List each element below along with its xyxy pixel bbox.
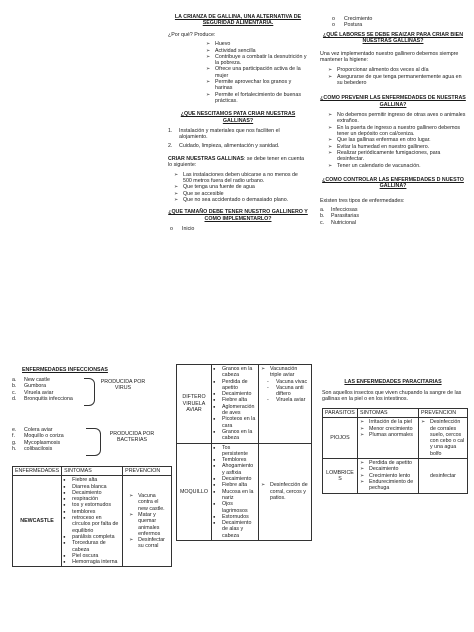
top-item: o Crecimiento bbox=[332, 16, 373, 22]
list-item: ➢ Asegurarse de que tenga permanentemente agua en su bebedero bbox=[328, 74, 466, 87]
list-item: ● Temblores bbox=[213, 457, 257, 463]
brace-bacteria bbox=[86, 428, 101, 456]
list-item: ● Torceduras de cabeza bbox=[63, 540, 121, 553]
list-item: 1. Instalación y materiales que nos faciliten el alojamiento. bbox=[168, 128, 280, 141]
number: 2. bbox=[168, 142, 173, 149]
list-item: ➢ Las instalaciones deben ubicarse a no menos de 500 metros fuera del radio urbano. bbox=[174, 172, 308, 185]
col-header: PREVENCION bbox=[419, 409, 468, 418]
paras-intro: Son aquellos insectos que viven chupando la sangre de las gallinas en la piel o en los intestinos. bbox=[322, 390, 462, 403]
list-item: ➢ Huevo bbox=[206, 41, 308, 47]
list-item: ● Diarrea blanca bbox=[63, 484, 121, 490]
criar-paragraph: CRIAR NUESTRAS GALLINAS: se debe tener en cuenta lo siguiente: bbox=[168, 155, 305, 169]
disease-cell: DIFTERO VIRUELA AVIAR bbox=[177, 365, 212, 444]
prevention-cell: desinfectar bbox=[419, 459, 468, 493]
prevention-cell bbox=[259, 365, 312, 444]
infec-title: ENFERMEDADES INFECCIONSAS bbox=[22, 367, 108, 373]
list-item: ➢ Perdida de apetito bbox=[360, 460, 416, 466]
list-item: g. Mycoplasmosis bbox=[12, 439, 61, 446]
disease-cell: MOQUILLO bbox=[177, 443, 212, 540]
list-item: ➢ En la puerta de ingreso a nuestro gallinero debemos tener un depósito con cal/ceniza. bbox=[328, 125, 466, 138]
list-item: ● parálisis completa bbox=[63, 534, 121, 540]
list-item: ➢ Desinfectar su corral bbox=[129, 537, 169, 550]
list-item: ➢ No debemos permitir ingreso de otras aves o animales extraños. bbox=[328, 112, 466, 125]
size-item: o Inicio bbox=[170, 226, 195, 232]
list-item: ➢ Que no sea accidentado o demasiado plano. bbox=[174, 197, 308, 203]
col-header: SINTOMAS bbox=[62, 467, 123, 476]
list-item: ● Tos persistente bbox=[213, 445, 257, 458]
symptoms-cell bbox=[62, 476, 123, 567]
prevention-cell bbox=[419, 418, 468, 459]
paras-title: LAS ENFERMEDADES PARACITARIAS bbox=[344, 379, 442, 385]
list-item: ● tos y estornudos bbox=[63, 502, 121, 508]
list-item: ● Decaimiento de alas y cabeza bbox=[213, 520, 257, 539]
col-header: ENFERMEDADES bbox=[13, 467, 62, 476]
list-item: ● Fiebre alta bbox=[63, 477, 121, 483]
bacteria-label: PRODUCIDA POR BACTERIAS bbox=[109, 431, 155, 444]
column-right bbox=[320, 16, 466, 226]
virus-label: PRODUCIDA POR VIRUS bbox=[100, 379, 146, 392]
parasites-table bbox=[322, 408, 468, 494]
list-item: ➢ Actividad sencilla bbox=[206, 48, 308, 54]
brace-virus bbox=[84, 378, 95, 406]
list-item: ➢ Que tenga una fuente de agua bbox=[174, 184, 308, 190]
list-item: - Vacuna vivac bbox=[267, 379, 309, 385]
parasite-cell: PIOJOS bbox=[323, 418, 358, 459]
prevent-list bbox=[328, 112, 466, 169]
control-list bbox=[320, 207, 466, 226]
list-item: ● Fiebre alta bbox=[213, 397, 257, 403]
produce-list bbox=[206, 41, 308, 104]
list-item: ➢ Plumas anormales bbox=[360, 432, 416, 438]
list-item: ➢ Contribuye a combatir la desnutrición y la pobreza. bbox=[206, 54, 308, 67]
list-item: ➢ Crecimiento lento bbox=[360, 473, 416, 479]
list-item: ● Mucosa en la nariz bbox=[213, 489, 257, 502]
list-item: ➢ Matar y quemar animales enfermos bbox=[129, 512, 169, 537]
col-header: PARASITOS bbox=[323, 409, 358, 418]
list-item: ● Perdida de apetito bbox=[213, 379, 257, 392]
list-item: ➢ Proporcionar alimento dos veces al día bbox=[328, 67, 466, 73]
symptoms-cell bbox=[358, 459, 419, 493]
symptoms-cell bbox=[212, 365, 259, 444]
list-item: ➢ Permite aprovechar los granos y harinas bbox=[206, 79, 308, 92]
diftero-moquillo-table bbox=[176, 364, 312, 541]
list-item: ➢ Vacunación triple aviar bbox=[261, 366, 309, 379]
list-item: ➢ Menor crecimiento bbox=[360, 426, 416, 432]
list-item: ➢ Permite el fortalecimiento de buenas prácticas. bbox=[206, 92, 308, 105]
list-item: - Vacuna anti diftero bbox=[267, 385, 309, 398]
size-heading: ¿QUE TAMAÑO DEBE TENER NUESTRO GALLINERO Y COMO IMPLEMENTARLO? bbox=[168, 209, 308, 222]
list-item: ● Decaimiento bbox=[63, 490, 121, 496]
tasks-intro: Una vez implementado nuestro gallinero debemos siempre mantener la higiene: bbox=[320, 50, 459, 64]
list-item: 2. Cuidado, limpieza, alimentación y sanidad. bbox=[168, 142, 280, 149]
list-item: d. Bronquitis infecciona bbox=[12, 396, 73, 403]
col-header: PREVENCION bbox=[123, 467, 172, 476]
list-item: ● Picoteos en la cara bbox=[213, 416, 257, 429]
list-item: e. Colera aviar bbox=[12, 427, 53, 433]
number: 1. bbox=[168, 128, 173, 134]
list-item: ➢ Vacuna contra el new castle. bbox=[129, 493, 169, 512]
list-item: a. Infecciosas bbox=[320, 207, 358, 214]
list-item: ➢ Que se accesible bbox=[174, 191, 308, 197]
prevention-cell bbox=[123, 476, 172, 567]
list-item: c. Nutricional bbox=[320, 219, 357, 226]
list-item: c. Viruela aviar bbox=[12, 389, 54, 396]
list-item: ➢ Evitar la humedad en nuestro gallinero. bbox=[328, 144, 466, 150]
col-header: SINTOMAS bbox=[358, 409, 419, 418]
list-item: ➢ Tener un calendario de vacunación. bbox=[328, 163, 466, 169]
list-item: ● temblores bbox=[63, 509, 121, 515]
tasks-heading: ¿QUÉ LABORES SE DEBE REAIZAR PARA CRIAR BIEN NUESTRAS GALLINAS? bbox=[322, 31, 464, 45]
tasks-list bbox=[328, 67, 466, 86]
disease-cell: NEWCASTLE bbox=[13, 476, 62, 567]
list-item: ● Piel oscura bbox=[63, 553, 121, 559]
parasite-cell: LOMBRICE S bbox=[323, 459, 358, 493]
page-title: LA CRIANZA DE GALLINA, UNA ALTERNATIVA DE SEGURIDAD ALIMENTARIA. bbox=[174, 14, 302, 27]
list-item: - Viruela aviar bbox=[267, 397, 309, 403]
symptoms-cell bbox=[358, 418, 419, 459]
list-item: ● respiración bbox=[63, 496, 121, 502]
list-item: f. Moquillo o coriza bbox=[12, 433, 64, 440]
prevention-cell bbox=[259, 443, 312, 540]
prevent-heading: ¿COMO PREVENIR LAS ENFERMEDADES DE NUESTRAS GALLINA? bbox=[320, 95, 466, 108]
list-item: ➢ Que las gallinas enfermas en otro lugar. bbox=[328, 137, 466, 143]
control-heading: ¿COMO CONTROLAR LAS ENFERMEDADES D NUESTO GALLINA? bbox=[322, 176, 464, 190]
list-item: ● Aglomeración de aves bbox=[213, 404, 257, 417]
list-item: ● Estornudos bbox=[213, 514, 257, 520]
list-item: ➢ Irritación de la piel bbox=[360, 419, 416, 425]
list-item: ➢ Endurecimiento de pechuga bbox=[360, 479, 416, 492]
list-item: b. Parasitarias bbox=[320, 213, 359, 220]
needs-list bbox=[168, 128, 308, 149]
top-item: o Postura bbox=[332, 22, 363, 29]
control-intro: Existen tres tipos de enfermedades: bbox=[320, 197, 405, 204]
list-item: ● Ahogamiento y asfixia bbox=[213, 463, 257, 476]
list-item: ➢ Ofrece una participación activa de la mujer bbox=[206, 66, 308, 79]
symptoms-cell bbox=[212, 443, 259, 540]
column-left bbox=[168, 14, 308, 232]
list-item: a. New castle bbox=[12, 377, 50, 383]
list-item: ➢ Desinfección de corral, cercos y patios. bbox=[261, 482, 309, 501]
needs-heading: ¿QUE NESCITAMOS PATA CRIAR NUESTRAS GALLINAS? bbox=[180, 111, 296, 124]
list-item: ● Granos en la cabeza bbox=[213, 366, 257, 379]
list-item: ● Granos en la cabeza bbox=[213, 429, 257, 442]
list-item: ● Ojos lagrimosos bbox=[213, 501, 257, 514]
criar-list bbox=[174, 172, 308, 203]
list-item: h. colibacilosis bbox=[12, 446, 53, 453]
newcastle-table bbox=[12, 466, 172, 567]
list-item: ➢ Realizar periódicamente fumigaciones, para desinfectar. bbox=[328, 150, 466, 163]
list-item: ● retroceso en círculos por falta de equilibrio bbox=[63, 515, 121, 534]
list-item: ● Decaimiento bbox=[213, 391, 257, 397]
list-item: ● Hemorragia interna bbox=[63, 559, 121, 565]
list-item: b. Gumbora bbox=[12, 383, 47, 390]
list-item: ● Fiebre alta bbox=[213, 482, 257, 488]
list-item: ➢ Desinfección de corrales suelo, cercos con cebo o cal y una agua bolfo bbox=[421, 419, 465, 457]
list-item: ● Decaimiento bbox=[213, 476, 257, 482]
question-why: ¿Por qué? Produce: bbox=[168, 31, 216, 38]
list-item: ➢ Decaimiento bbox=[360, 466, 416, 472]
